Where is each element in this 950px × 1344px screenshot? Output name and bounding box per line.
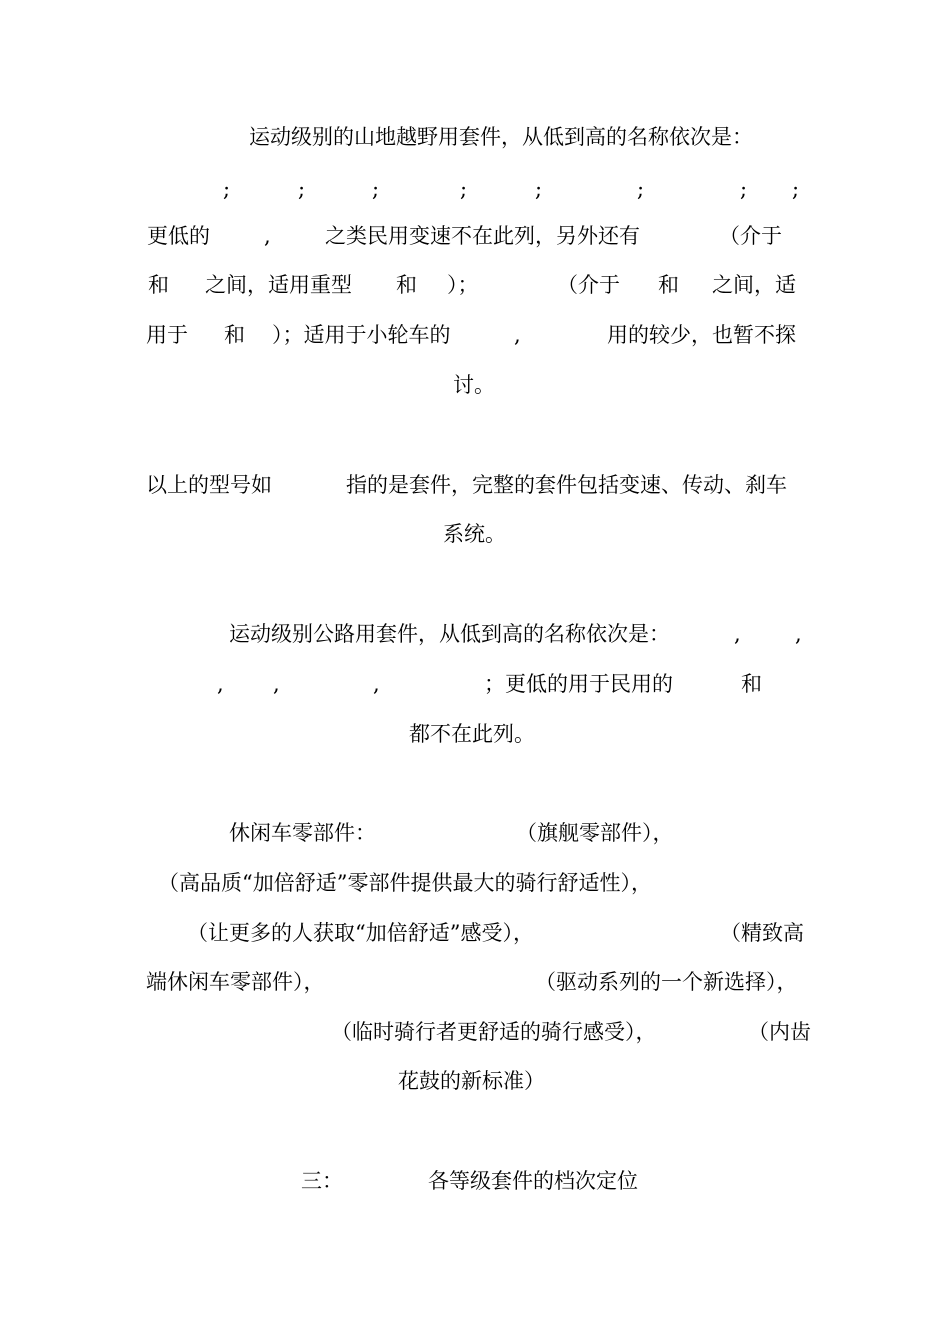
para4-line5-text: （内齿 <box>748 1020 811 1044</box>
section-heading-number: 三： <box>301 1169 343 1193</box>
para1-line4-text: 之间，适 <box>712 273 796 297</box>
para3-line1-comma: , <box>795 622 802 646</box>
para4-line1-text: 休闲车零部件： <box>229 821 376 845</box>
para3-line2-comma: , <box>273 672 280 696</box>
para1-line4-text: 之间，适用重型 <box>205 273 352 297</box>
para1-line3-text: 之类民用变速不在此列，另外还有 <box>325 224 640 248</box>
para3-line2-comma: , <box>373 672 380 696</box>
para1-line5-text: 用于 <box>146 323 188 347</box>
para1-separator: ; <box>223 177 231 201</box>
para1-line1: 运动级别的山地越野用套件，从低到高的名称依次是： <box>249 125 753 149</box>
para3-line2-text: 和 <box>741 672 762 696</box>
para2-line2: 系统。 <box>443 522 506 546</box>
para1-line5-comma: , <box>514 323 521 347</box>
para4-line1-text: （旗舰零部件）， <box>516 821 674 845</box>
para4-line5-text: （临时骑行者更舒适的骑行感受）， <box>331 1020 657 1044</box>
para1-line4-text: 和 <box>396 273 417 297</box>
para2-line1-text: 指的是套件，完整的套件包括变速、传动、刹车 <box>346 473 787 497</box>
para1-line4-text: ）； <box>447 273 479 297</box>
para1-line5-text: 用的较少，也暂不探 <box>607 323 796 347</box>
para4-line6: 花鼓的新标准） <box>398 1069 545 1093</box>
para1-line3-comma: , <box>264 224 271 248</box>
para1-separator: ; <box>740 177 748 201</box>
para1-line5-text: 和 <box>224 323 245 347</box>
para1-line4-text: 和 <box>658 273 679 297</box>
para4-line3-text: （精致高 <box>720 921 804 945</box>
para3-line2-comma: , <box>217 672 224 696</box>
para1-separator: ; <box>460 177 468 201</box>
para1-line6: 讨。 <box>453 373 495 397</box>
para1-line4-text: （介于 <box>557 273 620 297</box>
para4-line3-text: （让更多的人获取“加倍舒适”感受）， <box>187 921 534 945</box>
para3-line2-text: ；更低的用于民用的 <box>484 672 673 696</box>
para3-line3: 都不在此列。 <box>409 722 535 746</box>
para1-separator: ; <box>298 177 306 201</box>
para1-line4-text: 和 <box>148 273 169 297</box>
para4-line4-text: （驱动系列的一个新选择）， <box>535 970 798 994</box>
para4-line4-text: 端休闲车零部件）， <box>146 970 325 994</box>
para4-line2: （高品质“加倍舒适”零部件提供最大的骑行舒适性）， <box>158 871 652 895</box>
para3-line1-text: 运动级别公路用套件，从低到高的名称依次是： <box>229 622 670 646</box>
para1-separator: ; <box>792 177 800 201</box>
para1-line5-text: ）；适用于小轮车的 <box>272 323 451 347</box>
para1-separator: ; <box>637 177 645 201</box>
para2-line1-text: 以上的型号如 <box>146 473 272 497</box>
para1-line3-text: （介于 <box>719 224 782 248</box>
section-heading-title: 各等级套件的档次定位 <box>428 1169 638 1193</box>
para1-separator: ; <box>535 177 543 201</box>
para3-line1-comma: , <box>734 622 741 646</box>
para1-line3-text: 更低的 <box>147 224 210 248</box>
para1-separator: ; <box>372 177 380 201</box>
